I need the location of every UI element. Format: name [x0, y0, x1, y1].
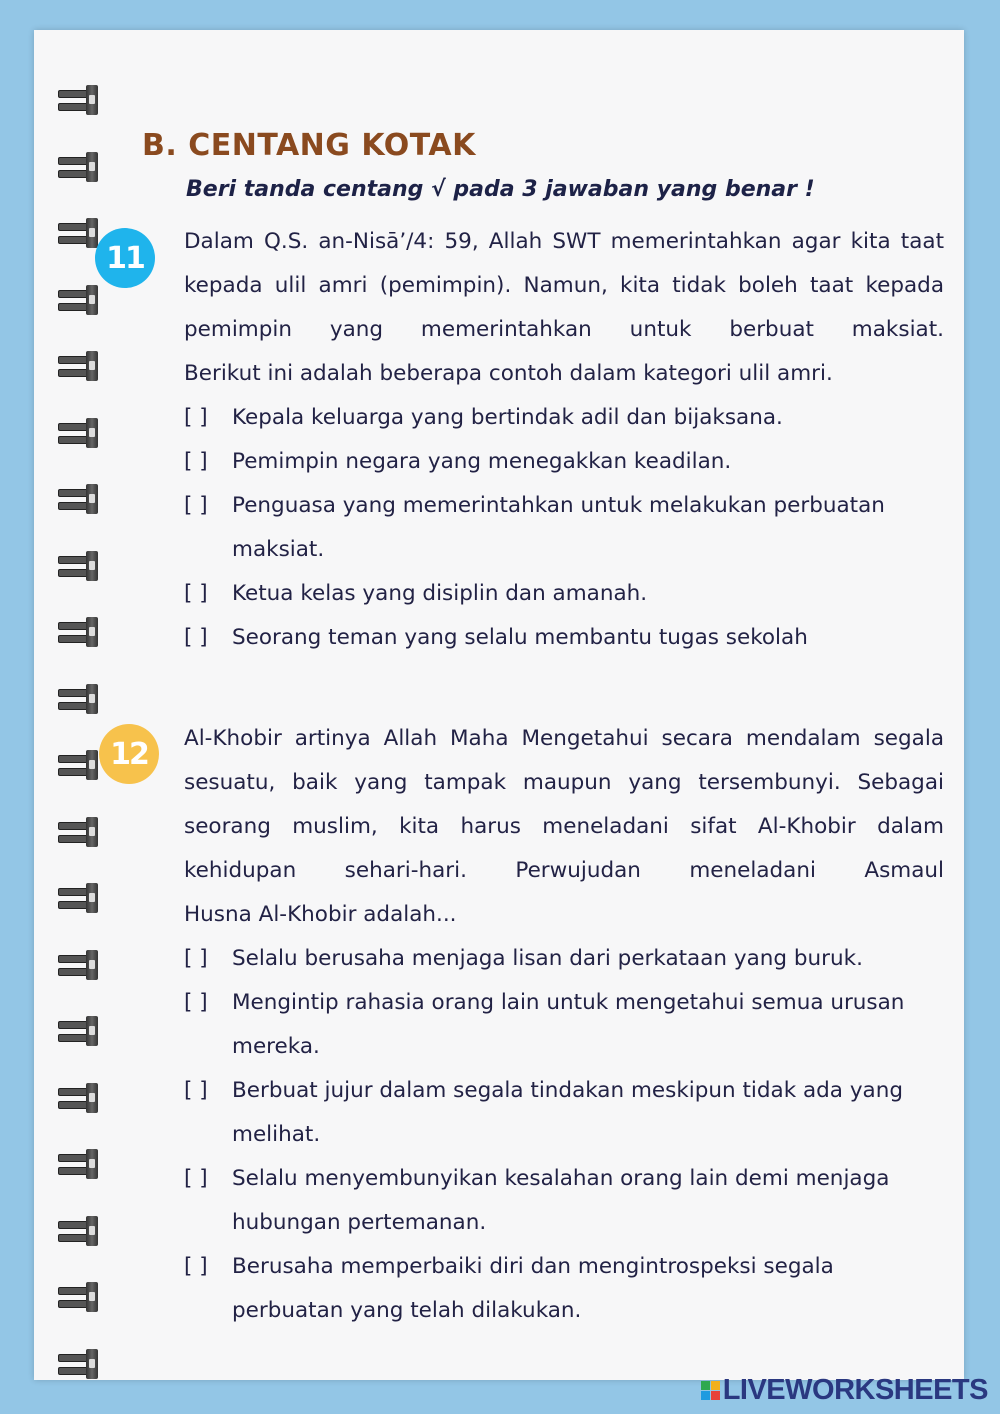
- answer-option: [184, 981, 912, 1069]
- answer-option: [184, 1245, 922, 1333]
- question-number-badge: 11: [95, 228, 155, 288]
- checkbox[interactable]: [ ]: [184, 1166, 208, 1191]
- question-text: [184, 220, 944, 396]
- logo-icon: [701, 1381, 720, 1400]
- question-number-badge: 12: [99, 724, 159, 784]
- spiral-ring: [56, 85, 106, 117]
- answer-option: [184, 572, 944, 616]
- answer-option: [184, 616, 944, 660]
- option-label: Penguasa yang memerintahkan untuk melakukan perbuatan maksiat.: [232, 493, 885, 562]
- spiral-ring: [56, 285, 106, 317]
- question-line: Sebagai seorang muslim, kita harus meneladani sifat Al-Khobir: [184, 770, 944, 839]
- spiral-ring: [56, 1083, 106, 1115]
- spiral-ring: [56, 1349, 106, 1381]
- answer-option: [184, 440, 944, 484]
- answer-option: [184, 937, 944, 981]
- spiral-ring: [56, 484, 106, 516]
- option-label: Selalu berusaha menjaga lisan dari perkataan yang buruk.: [232, 946, 863, 971]
- question-line: dalam kehidupan sehari-hari. Perwujudan meneladani Asmaul: [184, 814, 944, 883]
- spiral-ring: [56, 418, 106, 450]
- checkbox[interactable]: [ ]: [184, 449, 208, 474]
- spiral-ring: [56, 950, 106, 982]
- logo-square: [711, 1381, 720, 1390]
- question-line: kepada pemimpin yang memerintahkan untuk berbuat maksiat.: [184, 273, 944, 342]
- answer-option: [184, 1069, 932, 1157]
- logo-square: [701, 1381, 710, 1390]
- question-line: taat kepada ulil amri (pemimpin). Namun, kita tidak boleh taat: [184, 229, 945, 298]
- question-line: segala sesuatu, baik yang tampak maupun yang tersembunyi.: [184, 726, 944, 795]
- checkbox[interactable]: [ ]: [184, 990, 208, 1015]
- section-title: B. CENTANG KOTAK: [142, 128, 476, 163]
- question-text: [184, 717, 944, 937]
- instruction-text: Beri tanda centang √ pada 3 jawaban yang benar !: [186, 177, 815, 202]
- checkbox[interactable]: [ ]: [184, 405, 208, 430]
- spiral-ring: [56, 1282, 106, 1314]
- spiral-ring: [56, 684, 106, 716]
- spiral-ring: [56, 617, 106, 649]
- brand-text: LIVEWORKSHEETS: [722, 1374, 988, 1406]
- spiral-ring: [56, 1216, 106, 1248]
- spiral-ring: [56, 351, 106, 383]
- question-line: Al-Khobir artinya Allah Maha Mengetahui secara mendalam: [184, 726, 861, 751]
- spiral-ring: [56, 1016, 106, 1048]
- question-line: Dalam Q.S. an-Nisā’/4: 59, Allah SWT memerintahkan agar kita: [184, 229, 891, 254]
- checkbox[interactable]: [ ]: [184, 946, 208, 971]
- spiral-ring: [56, 1149, 106, 1181]
- checkbox[interactable]: [ ]: [184, 1254, 208, 1279]
- spiral-ring: [56, 883, 106, 915]
- option-label: Selalu menyembunyikan kesalahan orang lain demi menjaga hubungan pertemanan.: [232, 1166, 890, 1235]
- liveworksheets-logo: [701, 1374, 988, 1407]
- question-line: Berikut ini adalah beberapa contoh dalam kategori ulil amri.: [184, 361, 833, 386]
- checkbox[interactable]: [ ]: [184, 581, 208, 606]
- logo-square: [701, 1391, 710, 1400]
- answer-option: [184, 1157, 962, 1245]
- answer-option: [184, 484, 932, 572]
- spiral-ring: [56, 152, 106, 184]
- checkbox[interactable]: [ ]: [184, 625, 208, 650]
- answer-option: [184, 396, 944, 440]
- question-12: [184, 717, 944, 1333]
- option-label: Ketua kelas yang disiplin dan amanah.: [232, 581, 648, 606]
- option-label: Kepala keluarga yang bertindak adil dan bijaksana.: [232, 405, 783, 430]
- spiral-ring: [56, 817, 106, 849]
- option-label: Pemimpin negara yang menegakkan keadilan.: [232, 449, 732, 474]
- question-11: [184, 220, 944, 660]
- logo-square: [711, 1391, 720, 1400]
- checkbox[interactable]: [ ]: [184, 1078, 208, 1103]
- option-label: Berusaha memperbaiki diri dan mengintrospeksi segala perbuatan yang telah dilakukan.: [232, 1254, 834, 1323]
- question-line: Husna Al-Khobir adalah...: [184, 902, 457, 927]
- option-label: Mengintip rahasia orang lain untuk mengetahui semua urusan mereka.: [232, 990, 905, 1059]
- option-label: Seorang teman yang selalu membantu tugas sekolah: [232, 625, 808, 650]
- option-label: Berbuat jujur dalam segala tindakan meskipun tidak ada yang melihat.: [232, 1078, 903, 1147]
- checkbox[interactable]: [ ]: [184, 493, 208, 518]
- spiral-ring: [56, 551, 106, 583]
